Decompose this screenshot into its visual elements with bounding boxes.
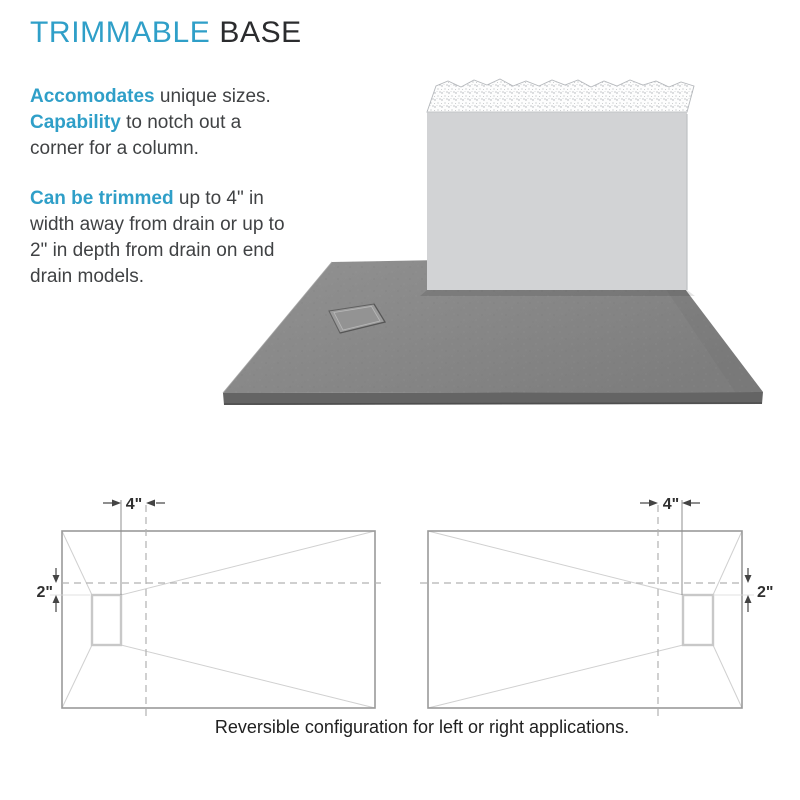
highlight-accomodates: Accomodates (30, 86, 155, 107)
intro-p1-text2: to notch out a corner for a column. (30, 112, 242, 159)
highlight-can-be-trimmed: Can be trimmed (30, 188, 174, 209)
left-depth-dimension (53, 568, 60, 612)
left-drain-outline (92, 595, 121, 645)
right-depth-dim-label: 2" (757, 584, 774, 601)
diagram-caption: Reversible configuration for left or right applications. (214, 717, 630, 737)
left-width-dim-label: 4" (125, 496, 143, 513)
intro-p1-text1: unique sizes. (154, 86, 271, 107)
intro-p2-text: up to 4" in width away from drain or up to 2" in depth from drain on end drain models. (30, 188, 285, 287)
right-drain-outline (683, 595, 713, 645)
trim-plan-diagrams (0, 460, 800, 760)
highlight-capability: Capability (30, 112, 121, 133)
notched-column-block (427, 79, 694, 290)
page-title-rest: BASE (210, 16, 302, 49)
right-width-dim-label: 4" (662, 496, 680, 513)
column-shadow (420, 290, 695, 296)
page-title-highlight: TRIMMABLE (30, 16, 211, 49)
base-front-lip (224, 403, 762, 404)
column-front-face (427, 112, 687, 290)
left-depth-dim-label: 2" (36, 584, 53, 601)
right-plan-diagram (420, 496, 773, 718)
right-depth-dimension (745, 568, 752, 612)
column-rough-top-texture (427, 79, 694, 112)
left-plan-diagram (37, 496, 384, 718)
